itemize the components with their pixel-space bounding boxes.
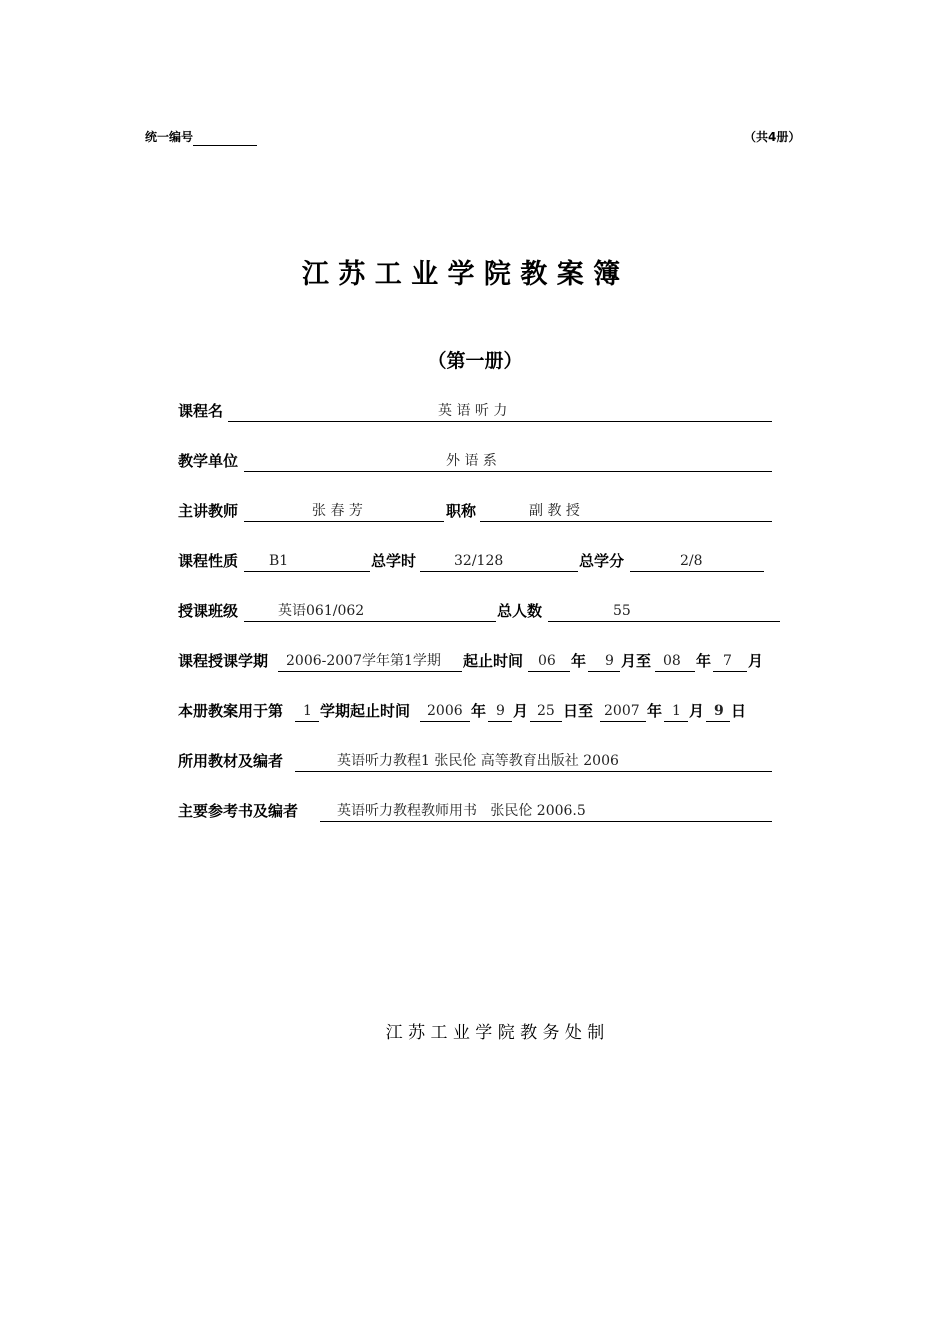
- document-title: 江 苏 工 业 学 院 教 案 簿: [301, 259, 621, 290]
- lecturer-label: 主讲教师: [178, 502, 239, 520]
- total-students-field: [548, 600, 780, 622]
- this-volume-end-day: 9: [714, 703, 724, 719]
- textbook-value: 英语听力教程1 张民伦 高等教育出版社 2006: [337, 753, 619, 769]
- teaching-unit-label: 教学单位: [178, 452, 239, 470]
- course-term-label: 课程授课学期: [178, 652, 269, 670]
- teaching-unit-field: [244, 450, 772, 472]
- teaching-unit-value: 外 语 系: [446, 453, 497, 469]
- total-students-label: 总人数: [497, 602, 543, 620]
- this-volume-start-year: 2006: [427, 703, 463, 719]
- this-volume-start-day: 25: [537, 703, 555, 719]
- this-volume-month-char-2: 月: [689, 702, 705, 720]
- volume-label: （第一册）: [427, 350, 523, 372]
- lecturer-value: 张 春 芳: [312, 503, 363, 519]
- this-volume-end-month: 1: [672, 703, 681, 719]
- course-name-value: 英 语 听 力: [438, 403, 508, 419]
- total-hours-value: 32/128: [454, 553, 504, 569]
- this-volume-year-char-2: 年: [647, 702, 663, 720]
- course-term-start-month: 9: [605, 653, 614, 669]
- course-term-period-label: 起止时间: [463, 652, 524, 670]
- volume-count: （共4册）: [744, 130, 801, 144]
- classes-value: 英语061/062: [278, 603, 365, 619]
- this-volume-label: 本册教案用于第: [178, 702, 284, 720]
- this-volume-month-char: 月: [513, 702, 529, 720]
- course-nature-label: 课程性质: [178, 552, 239, 570]
- course-term-year-char-2: 年: [696, 652, 712, 670]
- total-students-value: 55: [613, 603, 631, 619]
- textbook-label: 所用教材及编者: [178, 752, 284, 770]
- total-credits-value: 2/8: [680, 553, 703, 569]
- total-hours-label: 总学时: [371, 552, 417, 570]
- title-rank-field: [480, 500, 772, 522]
- reference-value: 英语听力教程教师用书 张民伦 2006.5: [337, 803, 586, 819]
- this-volume-period-label: 学期起止时间: [320, 702, 411, 720]
- this-volume-day-to: 日至: [563, 702, 594, 720]
- reference-label: 主要参考书及编者: [178, 802, 299, 820]
- title-rank-value: 副 教 授: [529, 503, 580, 519]
- course-term-year-char: 年: [571, 652, 587, 670]
- this-volume-term-no: 1: [303, 703, 312, 719]
- course-term-month-char: 月: [748, 652, 764, 670]
- course-term-start-year: 06: [538, 653, 556, 669]
- serial-number-label: 统一编号: [145, 128, 257, 146]
- course-term-end-month: 7: [723, 653, 732, 669]
- course-term-end-year: 08: [663, 653, 681, 669]
- classes-label: 授课班级: [178, 602, 239, 620]
- course-term-value: 2006-2007学年第1学期: [286, 653, 441, 669]
- course-nature-value: B1: [269, 553, 289, 569]
- issuer-footer: 江 苏 工 业 学 院 教 务 处 制: [385, 1023, 605, 1043]
- course-term-start-month-field: [588, 650, 620, 672]
- this-volume-end-year: 2007: [604, 703, 640, 719]
- this-volume-day-char: 日: [731, 702, 747, 720]
- this-volume-year-char: 年: [471, 702, 487, 720]
- title-rank-label: 职称: [446, 502, 477, 520]
- course-nature-field: [244, 550, 370, 572]
- course-term-month-to: 月至: [621, 652, 652, 670]
- this-volume-start-month: 9: [496, 703, 505, 719]
- serial-number-blank: [193, 132, 257, 146]
- total-credits-label: 总学分: [579, 552, 625, 570]
- course-name-label: 课程名: [178, 402, 224, 420]
